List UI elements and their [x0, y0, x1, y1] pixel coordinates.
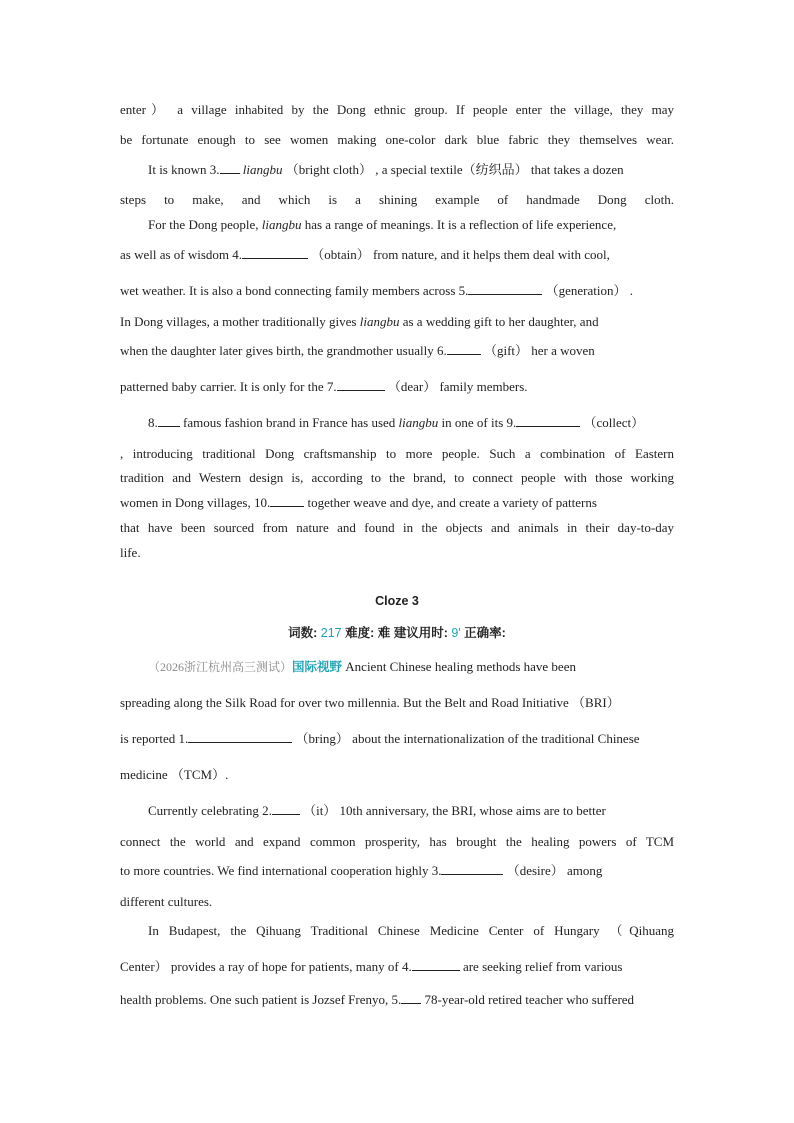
text-line: medicine （TCM）. [120, 767, 229, 782]
text-line: life. [120, 545, 141, 560]
text-line [120, 343, 674, 359]
text-segment: has a range of meanings. It is a reflection of life experience, [301, 217, 617, 232]
text-segment: （bring） about the internationalization of the traditional Chinese [295, 731, 640, 746]
text-segment: patterned baby carrier. It is only for the 7. [120, 379, 337, 394]
text-segment: Ancient Chinese healing methods have been [342, 659, 576, 674]
text-segment: （bright cloth） , a special textile（纺织品） that takes a dozen [285, 162, 624, 177]
blank-6[interactable] [447, 343, 481, 355]
meta-label: 词数: [288, 626, 321, 640]
source-note: （2026浙江杭州高三测试） [148, 660, 293, 674]
blank-5[interactable] [401, 992, 421, 1004]
text-segment: It is known 3. [148, 162, 220, 177]
blank-7[interactable] [337, 379, 385, 391]
text-line: , introducing traditional Dong craftsmanship to more people. Such a combination of Eastern [120, 446, 674, 461]
text-segment: when the daughter later gives birth, the grandmother usually 6. [120, 343, 447, 358]
text-line [120, 247, 674, 263]
topic-tag: 国际视野 [292, 660, 343, 674]
text-segment: as a wedding gift to her daughter, and [399, 314, 599, 329]
text-line: enter） a village inhabited by the Dong ethnic group. If people enter the village, they may [120, 102, 674, 117]
text-line [120, 283, 674, 299]
text-line: In Budapest, the Qihuang Traditional Chinese Medicine Center of Hungary （Qihuang [148, 923, 674, 938]
italic-term: liangbu [398, 415, 439, 430]
italic-term: liangbu [261, 217, 302, 232]
blank-3[interactable] [220, 162, 240, 174]
meta-label: 难度: 难 建议用时: [341, 626, 452, 640]
text-segment: For the Dong people, [148, 217, 262, 232]
text-line [120, 863, 674, 879]
text-segment: is reported 1. [120, 731, 189, 746]
text-segment: 78-year-old retired teacher who suffered [421, 992, 635, 1007]
text-segment: Center） provides a ray of hope for patients, many of 4. [120, 959, 412, 974]
text-segment: （desire） among [506, 863, 603, 878]
text-segment: together weave and dye, and create a variety of patterns [307, 495, 597, 510]
blank-4[interactable] [412, 959, 460, 971]
text-segment: in one of its 9. [438, 415, 517, 430]
text-line: tradition and Western design is, according to the brand, to connect people with those working [120, 470, 674, 485]
word-count: 217 [320, 626, 342, 640]
blank-5[interactable] [468, 283, 542, 295]
text-line: be fortunate enough to see women making one-color dark blue fabric they themselves wear. [120, 132, 674, 147]
italic-term: liangbu [359, 314, 400, 329]
text-line [148, 803, 674, 819]
text-segment: In Dong villages, a mother traditionally gives [120, 314, 360, 329]
blank-2[interactable] [272, 803, 300, 815]
text-line: different cultures. [120, 894, 213, 909]
text-segment: （collect） [583, 415, 645, 430]
text-line [120, 992, 674, 1008]
text-line [120, 379, 674, 395]
text-segment: （dear） family members. [387, 379, 528, 394]
text-line: connect the world and expand common prosperity, has brought the healing powers of TCM [120, 834, 674, 849]
text-segment: Currently celebrating 2. [148, 803, 272, 818]
text-segment: famous fashion brand in France has used [179, 415, 399, 430]
text-segment: as well as of wisdom 4. [120, 247, 243, 262]
text-line [120, 959, 674, 975]
text-segment: 8. [148, 415, 158, 430]
text-segment: （obtain） from nature, and it helps them deal with cool, [311, 247, 610, 262]
text-line [148, 659, 674, 675]
blank-8[interactable] [158, 415, 180, 427]
text-segment: （generation） . [545, 283, 633, 298]
text-segment: health problems. One such patient is Jozsef Frenyo, 5. [120, 992, 402, 1007]
text-line [148, 415, 674, 431]
blank-10[interactable] [270, 495, 304, 507]
text-line [120, 495, 674, 511]
section-title: Cloze 3 [375, 594, 419, 608]
text-segment: （gift） her a woven [483, 343, 595, 358]
blank-1[interactable] [188, 731, 292, 743]
meta-info [0, 623, 794, 641]
text-line [148, 217, 674, 233]
text-line [120, 314, 674, 330]
suggested-time: 9' [451, 626, 461, 640]
text-line: spreading along the Silk Road for over two millennia. But the Belt and Road Initiative （BRI） [120, 695, 620, 710]
blank-4[interactable] [242, 247, 308, 259]
text-line [120, 731, 674, 747]
text-segment: wet weather. It is also a bond connecting family members across 5. [120, 283, 469, 298]
italic-term: liangbu [242, 162, 283, 177]
text-segment: are seeking relief from various [459, 959, 623, 974]
meta-label: 正确率: [460, 626, 506, 640]
text-line: steps to make, and which is a shining example of handmade Dong cloth. [120, 192, 674, 207]
text-line [148, 162, 674, 178]
blank-9[interactable] [516, 415, 580, 427]
text-line: that have been sourced from nature and found in the objects and animals in their day-to-day [120, 520, 674, 535]
blank-3[interactable] [441, 863, 503, 875]
text-segment: to more countries. We find international cooperation highly 3. [120, 863, 442, 878]
text-segment: women in Dong villages, 10. [120, 495, 271, 510]
text-segment: （it） 10th anniversary, the BRI, whose aims are to better [303, 803, 606, 818]
